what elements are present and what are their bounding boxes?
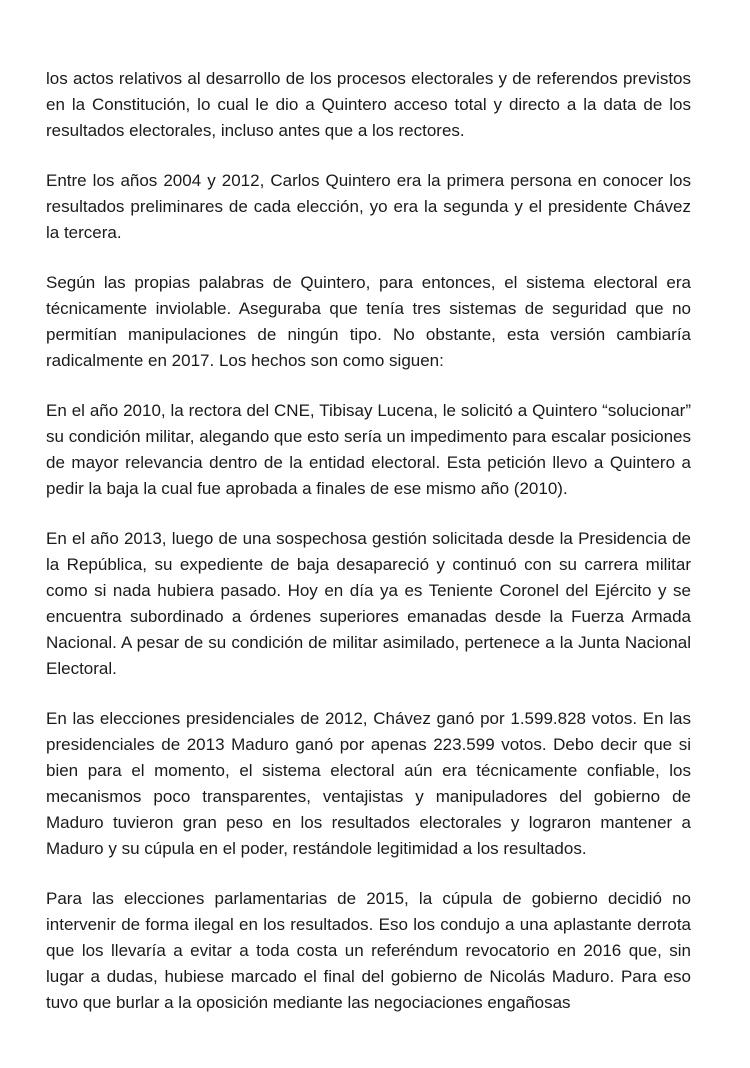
paragraph-cne-access: los actos relativos al desarrollo de los procesos electorales y de referendos previstos en la Constitución, lo cual le dio a Quintero acceso total y directo a la data de los resultados electorales, incluso antes que a los rectores. bbox=[46, 69, 691, 140]
paragraph-first-to-know-results: Entre los años 2004 y 2012, Carlos Quintero era la primera persona en conocer los resultados preliminares de cada elección, yo era la segunda y el presidente Chávez la tercera. bbox=[46, 171, 691, 242]
paragraph-military-status-2010: En el año 2010, la rectora del CNE, Tibisay Lucena, le solicitó a Quintero “solucionar” su condición militar, alegando que esto sería un impedimento para escalar posiciones de mayor relevancia dentro de la entidad electoral. Esta petición llevo a Quintero a pedir la baja la cual fue aprobada a finales de ese mismo año (2010). bbox=[46, 401, 691, 498]
paragraph-system-inviolable: Según las propias palabras de Quintero, para entonces, el sistema electoral era técnicamente inviolable. Aseguraba que tenía tres sistemas de seguridad que no permitían manipulaciones de ningún tipo. No obstante, esta versión cambiaría radicalmente en 2017. Los hechos son como siguen: bbox=[46, 273, 691, 370]
paragraph-expediente-2013: En el año 2013, luego de una sospechosa gestión solicitada desde la Presidencia de la República, su expediente de baja desapareció y continuó con su carrera militar como si nada hubiera pasado. Hoy en día ya es Teniente Coronel del Ejército y se encuentra subordinado a órdenes superiores emanadas desde la Fuerza Armada Nacional. A pesar de su condición de militar asimilado, pertenece a la Junta Nacional Electoral. bbox=[46, 529, 691, 678]
paragraph-parliamentary-2015: Para las elecciones parlamentarias de 2015, la cúpula de gobierno decidió no intervenir de forma ilegal en los resultados. Eso los condujo a una aplastante derrota que los llevaría a evitar a toda costa un referéndum revocatorio en 2016 que, sin lugar a dudas, hubiese marcado el final del gobierno de Nicolás Maduro. Para eso tuvo que burlar a la oposición mediante las negociaciones engañosas bbox=[46, 889, 691, 1012]
paragraph-presidential-elections: En las elecciones presidenciales de 2012, Chávez ganó por 1.599.828 votos. En las presidenciales de 2013 Maduro ganó por apenas 223.599 votos. Debo decir que si bien para el momento, el sistema electoral aún era técnicamente confiable, los mecanismos poco transparentes, ventajistas y manipuladores del gobierno de Maduro tuvieron gran peso en los resultados electorales y lograron mantener a Maduro y su cúpula en el poder, restándole legitimidad a los resultados. bbox=[46, 709, 691, 858]
document-body bbox=[46, 66, 691, 1040]
